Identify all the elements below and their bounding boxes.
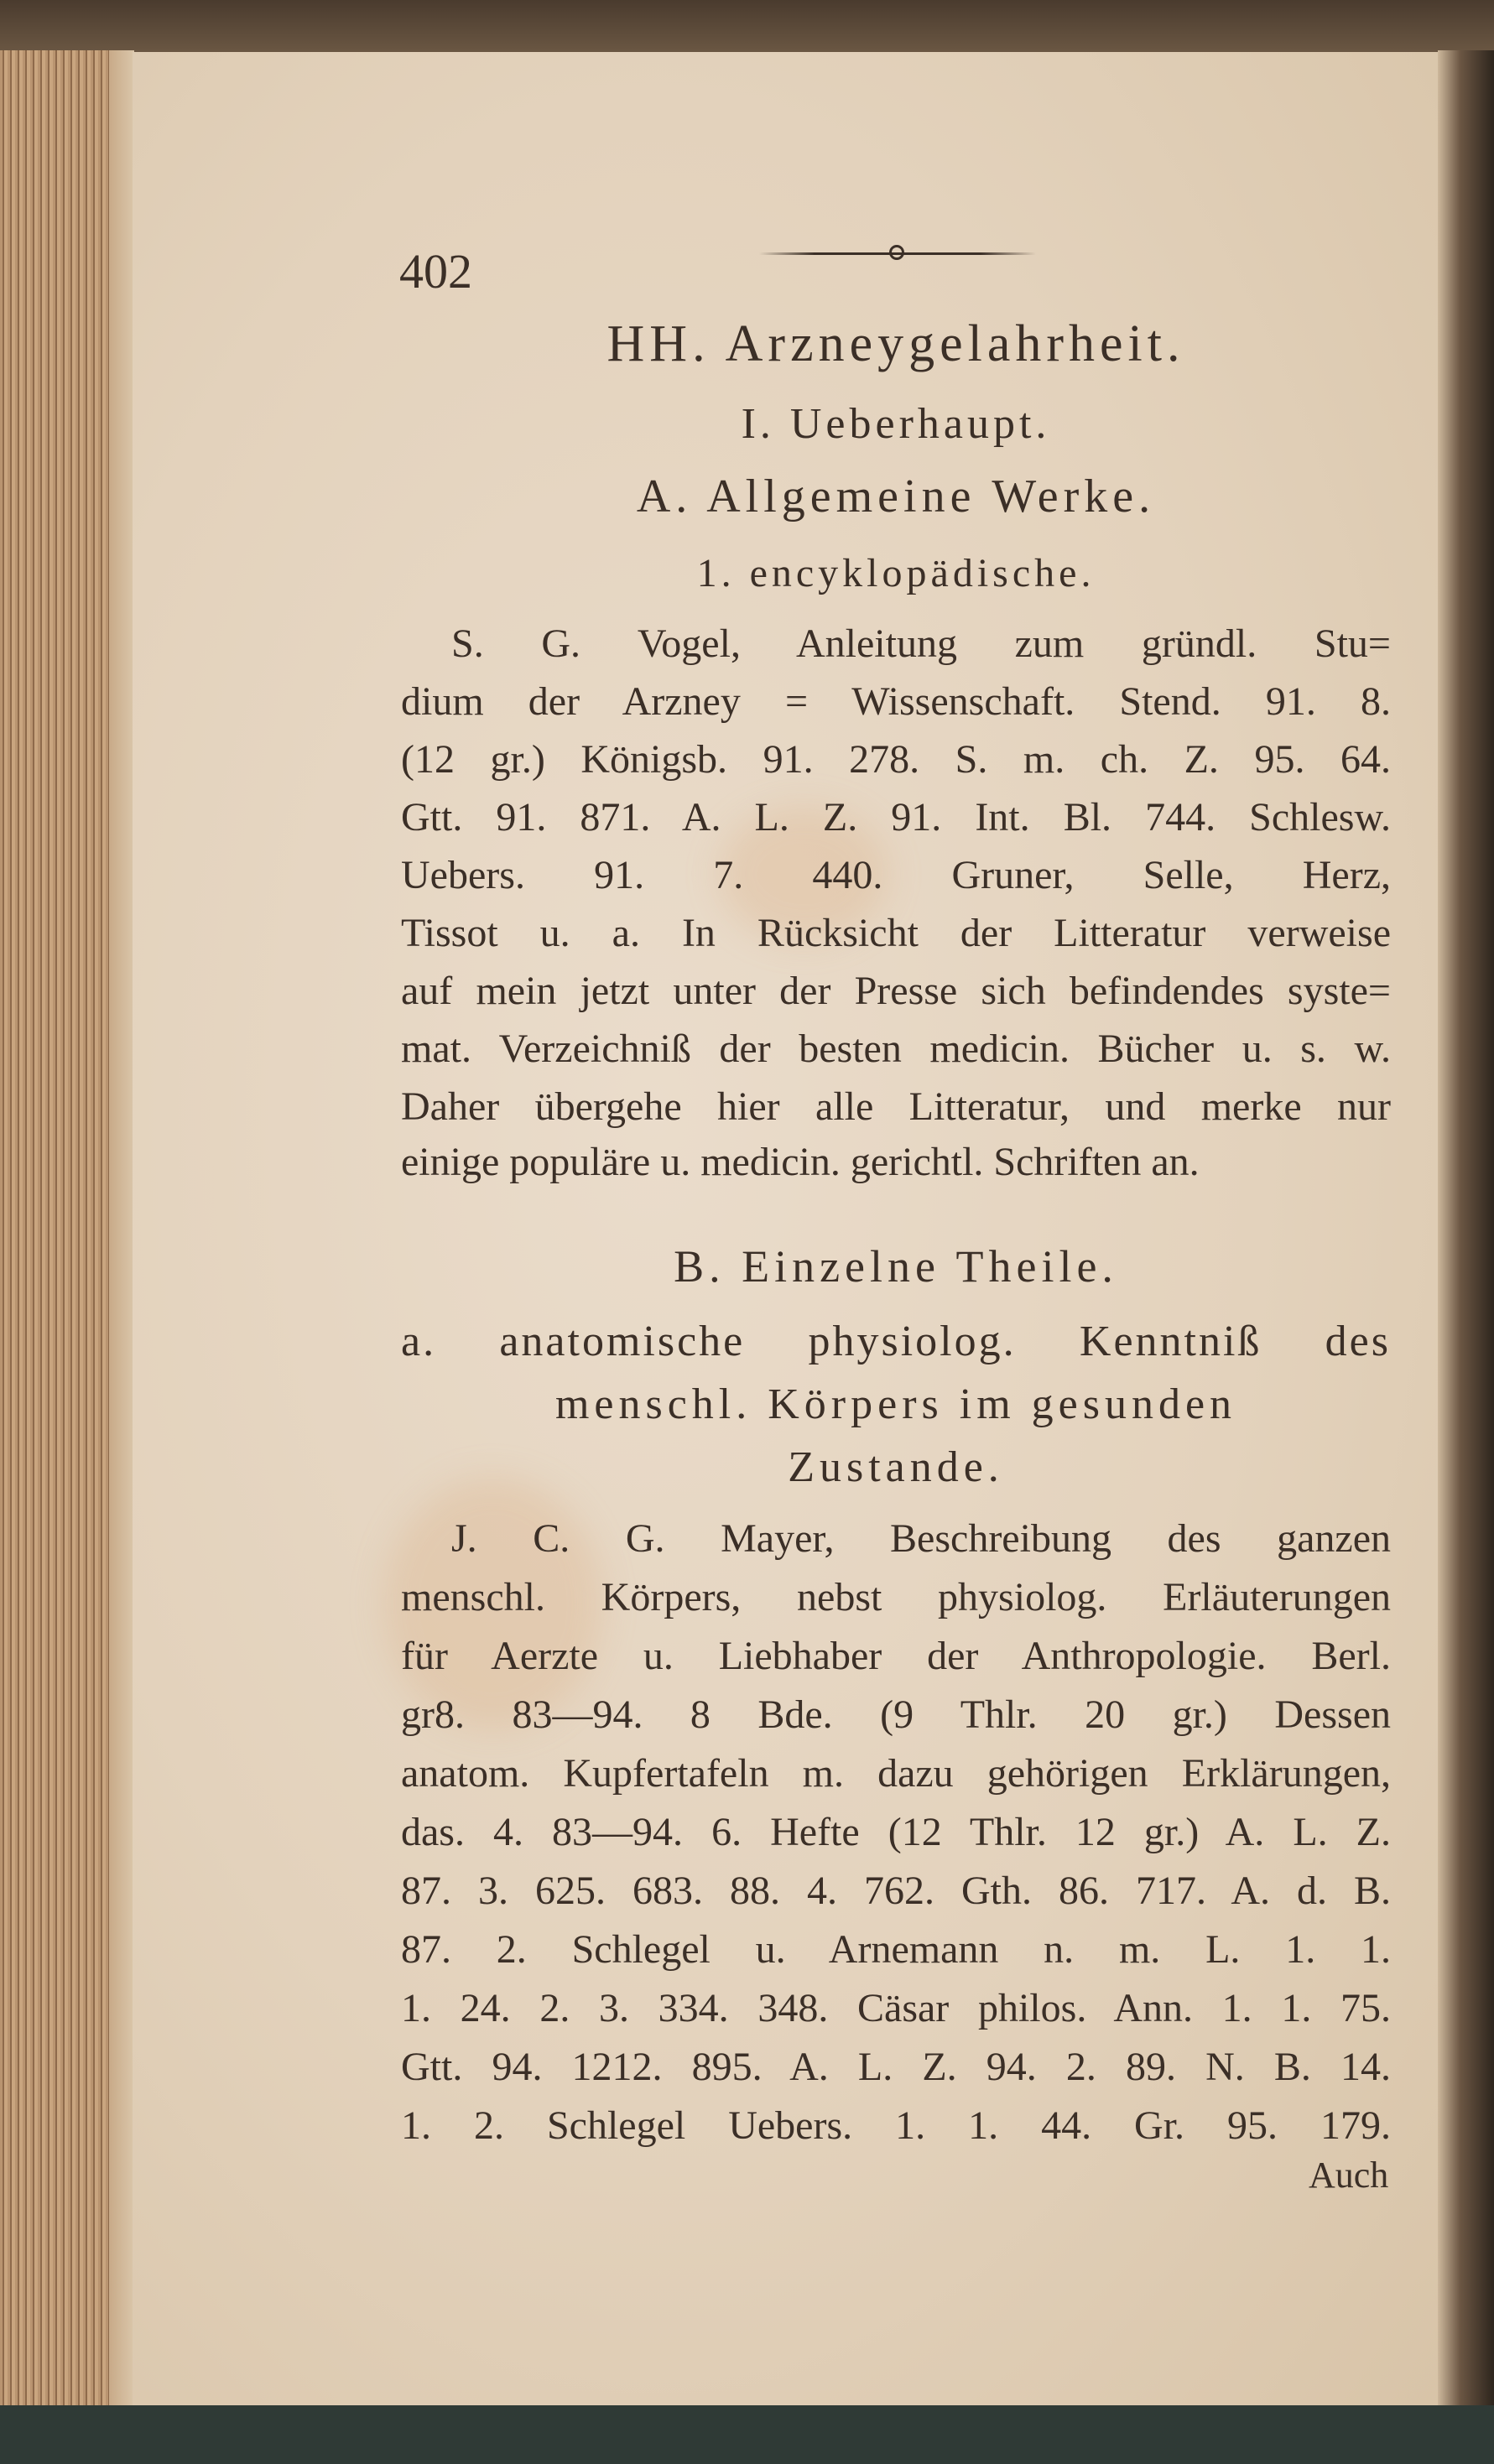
subsection-heading-b: B. Einzelne Theile. bbox=[674, 1241, 1118, 1292]
text-line: einige populäre u. medicin. gerichtl. Schriften an. bbox=[401, 1140, 1200, 1184]
subsubsection-heading-1: 1. encyklopädische. bbox=[696, 551, 1096, 595]
background-bottom bbox=[0, 2405, 1494, 2464]
text-line: J. C. G. Mayer, Beschreibung des ganzen bbox=[451, 1516, 1391, 1561]
subsection-heading-a: A. Allgemeine Werke. bbox=[636, 470, 1156, 522]
text-line: gr8. 83—94. 8 Bde. (9 Thlr. 20 gr.) Dessen bbox=[401, 1692, 1391, 1737]
book-top-edge bbox=[0, 0, 1494, 59]
text-line: 1. 24. 2. 3. 334. 348. Cäsar philos. Ann. 1. 1. 75. bbox=[401, 1986, 1391, 2030]
text-line: dium der Arzney = Wissenschaft. Stend. 91. 8. bbox=[401, 679, 1391, 724]
text-line: das. 4. 83—94. 6. Hefte (12 Thlr. 12 gr.) A. L. Z. bbox=[401, 1810, 1391, 1854]
chapter-heading: HH. Arzneygelahrheit. bbox=[606, 315, 1185, 372]
text-line: 87. 2. Schlegel u. Arnemann n. m. L. 1. 1. bbox=[401, 1927, 1391, 1972]
text-line: Gtt. 94. 1212. 895. A. L. Z. 94. 2. 89. N. B. 14. bbox=[401, 2045, 1391, 2089]
text-line: auf mein jetzt unter der Presse sich befindendes syste= bbox=[401, 969, 1391, 1013]
text-line: mat. Verzeichniß der besten medicin. Bücher u. s. w. bbox=[401, 1027, 1391, 1071]
section-heading: I. Ueberhaupt. bbox=[741, 400, 1051, 448]
subsubsection-heading-a: Zustande. bbox=[788, 1443, 1004, 1491]
page-number: 402 bbox=[399, 244, 472, 299]
text-line: anatom. Kupfertafeln m. dazu gehörigen Erklärungen, bbox=[401, 1751, 1391, 1796]
catchword: Auch bbox=[1309, 2155, 1389, 2196]
text-line: für Aerzte u. Liebhaber der Anthropologie. Berl. bbox=[401, 1634, 1391, 1678]
header-ornament bbox=[759, 250, 1036, 257]
text-line: menschl. Körpers, nebst physiolog. Erläuterungen bbox=[401, 1575, 1391, 1619]
page-stack-edge bbox=[0, 50, 134, 2405]
book-gutter bbox=[1438, 50, 1494, 2405]
text-line: (12 gr.) Königsb. 91. 278. S. m. ch. Z. 95. 64. bbox=[401, 737, 1391, 782]
text-line: Gtt. 91. 871. A. L. Z. 91. Int. Bl. 744. Schlesw. bbox=[401, 795, 1391, 840]
text-line: Daher übergehe hier alle Litteratur, und merke nur bbox=[401, 1084, 1391, 1129]
text-line: 1. 2. Schlegel Uebers. 1. 1. 44. Gr. 95. 179. bbox=[401, 2103, 1391, 2148]
text-line: Tissot u. a. In Rücksicht der Litteratur verweise bbox=[401, 911, 1391, 955]
subsubsection-heading-a: a. anatomische physiolog. Kenntniß des bbox=[401, 1318, 1391, 1365]
text-line: 87. 3. 625. 683. 88. 4. 762. Gth. 86. 717. A. d. B. bbox=[401, 1869, 1391, 1913]
text-line: Uebers. 91. 7. 440. Gruner, Selle, Herz, bbox=[401, 853, 1391, 897]
text-line: S. G. Vogel, Anleitung zum gründl. Stu= bbox=[451, 621, 1391, 666]
subsubsection-heading-a: menschl. Körpers im gesunden bbox=[554, 1380, 1237, 1428]
